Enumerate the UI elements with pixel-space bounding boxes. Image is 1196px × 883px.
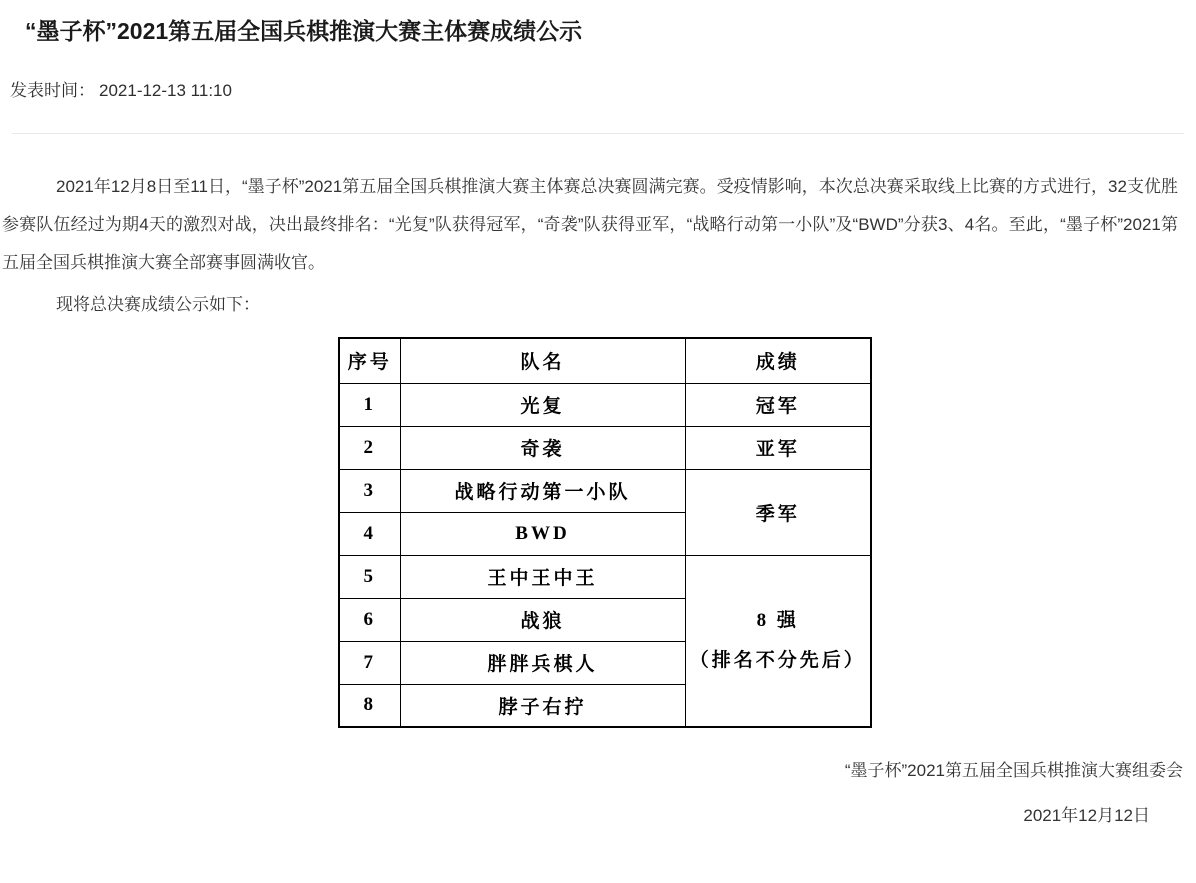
table-row: [339, 383, 871, 426]
rank-cell: 7: [339, 641, 400, 684]
publish-time-label: 发表时间：: [10, 81, 95, 100]
announcement-paragraph: 2021年12月8日至11日，“墨子杯”2021第五届全国兵棋推演大赛主体赛总决赛圆满完赛。受疫情影响，本次总决赛采取线上比赛的方式进行，32支优胜参赛队伍经过为期4天的激烈对战，决出最终排名：“光复”队获得冠军，“奇袭”队获得亚军，“战略行动第一小队”及“BWD”分获3、4名。至此，“墨子杯”2021第五届全国兵棋推演大赛全部赛事圆满收官。: [2, 177, 1178, 272]
header-cell-result: 成绩: [685, 338, 871, 383]
team-cell: 王中王中王: [400, 555, 685, 598]
team-cell: 奇袭: [400, 426, 685, 469]
top8-result: [686, 610, 871, 672]
team-cell: BWD: [400, 512, 685, 555]
rank-cell: 3: [339, 469, 400, 512]
rank-cell: 5: [339, 555, 400, 598]
team-cell: 光复: [400, 383, 685, 426]
team-cell: 战略行动第一小队: [400, 469, 685, 512]
top8-note: （排名不分先后）: [689, 649, 866, 671]
team-cell: 胖胖兵棋人: [400, 641, 685, 684]
publish-meta: [10, 80, 1182, 102]
announcement-page: [0, 14, 1196, 883]
publish-time-value: 2021-12-13 11:10: [99, 81, 232, 100]
team-cell: 战狼: [400, 598, 685, 641]
table-row: [339, 426, 871, 469]
results-intro-paragraph: 现将总决赛成绩公示如下：: [56, 295, 260, 314]
header-cell-team: 队名: [400, 338, 685, 383]
result-cell-merged-top8: [685, 555, 871, 727]
result-cell: 亚军: [685, 426, 871, 469]
table-row: [339, 555, 871, 598]
table-header-row: [339, 338, 871, 383]
rank-cell: 6: [339, 598, 400, 641]
page-title: “墨子杯”2021第五届全国兵棋推演大赛主体赛成绩公示: [25, 18, 583, 44]
rank-cell: 2: [339, 426, 400, 469]
rank-cell: 1: [339, 383, 400, 426]
results-table: [338, 337, 872, 728]
signature-date: 2021年12月12日: [1023, 806, 1150, 825]
rank-cell: 4: [339, 512, 400, 555]
signature-committee: “墨子杯”2021第五届全国兵棋推演大赛组委会: [844, 761, 1183, 780]
result-cell-merged-third: 季军: [685, 469, 871, 555]
divider: [12, 133, 1184, 134]
top8-label: 8 强: [756, 609, 799, 631]
table-row: [339, 469, 871, 512]
result-cell: 冠军: [685, 383, 871, 426]
header-cell-index: 序号: [339, 338, 400, 383]
team-cell: 脖子右拧: [400, 684, 685, 727]
rank-cell: 8: [339, 684, 400, 727]
